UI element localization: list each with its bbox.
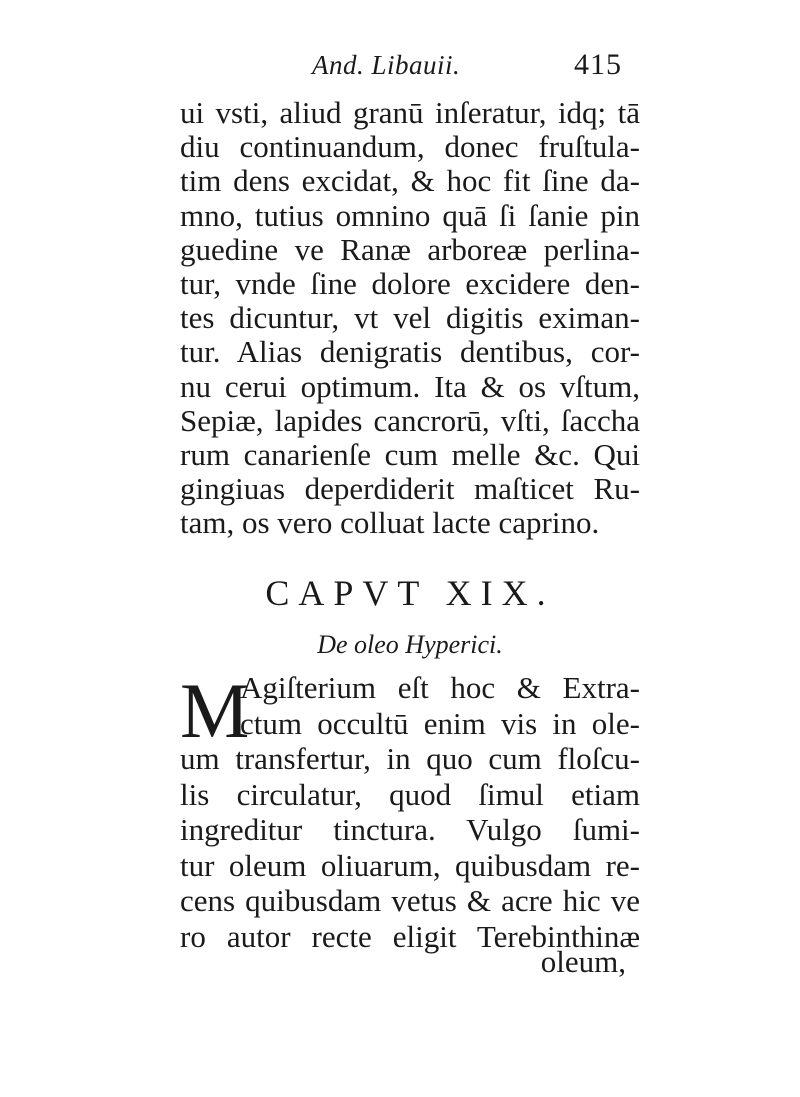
body-paragraph bbox=[180, 96, 640, 540]
drop-cap: M bbox=[180, 667, 250, 754]
text-line: Agiſterium eſt hoc & Extra- bbox=[240, 670, 640, 705]
text-line: tam, os vero colluat lacte caprino. bbox=[180, 505, 600, 541]
text-line: nu cerui optimum. Ita & os vſtum, bbox=[180, 368, 640, 404]
text-line: ui vsti, aliud granū inſeratur, idq; tā bbox=[180, 95, 640, 130]
text-line: ro autor recte eligit Terebinthinæ bbox=[180, 918, 640, 954]
text-line: rum canarienſe cum melle &c. Qui bbox=[180, 436, 640, 472]
text-line: tim dens excidat, & hoc fit ſine da- bbox=[180, 163, 640, 199]
text-line: tur oleum oliuarum, quibusdam re- bbox=[180, 847, 640, 883]
running-head bbox=[0, 48, 800, 88]
text-line: gingiuas deperdiderit maſticet Ru- bbox=[180, 471, 640, 507]
chapter-heading: CAPVT XIX. bbox=[265, 573, 555, 613]
catchword: oleum, bbox=[540, 944, 626, 979]
text-line: ctum occultū enim vis in ole- bbox=[240, 705, 640, 741]
running-title: And. Libauii. bbox=[312, 50, 461, 80]
text-line: lis circulatur, quod ſimul etiam bbox=[180, 776, 640, 812]
chapter-subtitle: De oleo Hyperici. bbox=[317, 630, 503, 659]
page-number: 415 bbox=[574, 48, 622, 81]
text-line: diu continuandum, donec fruſtula- bbox=[180, 129, 640, 165]
text-line: cens quibusdam vetus & acre hic ve bbox=[180, 883, 640, 918]
text-line: Sepiæ, lapides cancrorū, vſti, ſaccha bbox=[180, 402, 640, 438]
text-line: ingreditur tinctura. Vulgo ſumi- bbox=[180, 812, 640, 847]
text-line: tes dicuntur, vt vel digitis eximan- bbox=[180, 300, 640, 336]
text-line: um transfertur, in quo cum floſcu- bbox=[180, 741, 640, 776]
chapter-paragraph bbox=[180, 667, 640, 954]
text-line: tur. Alias denigratis dentibus, cor- bbox=[180, 334, 640, 370]
text-line: tur, vnde ſine dolore excidere den- bbox=[180, 265, 640, 301]
text-line: mno, tutius omnino quā ſi ſanie pin bbox=[180, 197, 640, 233]
text-line: guedine ve Ranæ arboreæ perlina- bbox=[180, 231, 640, 267]
